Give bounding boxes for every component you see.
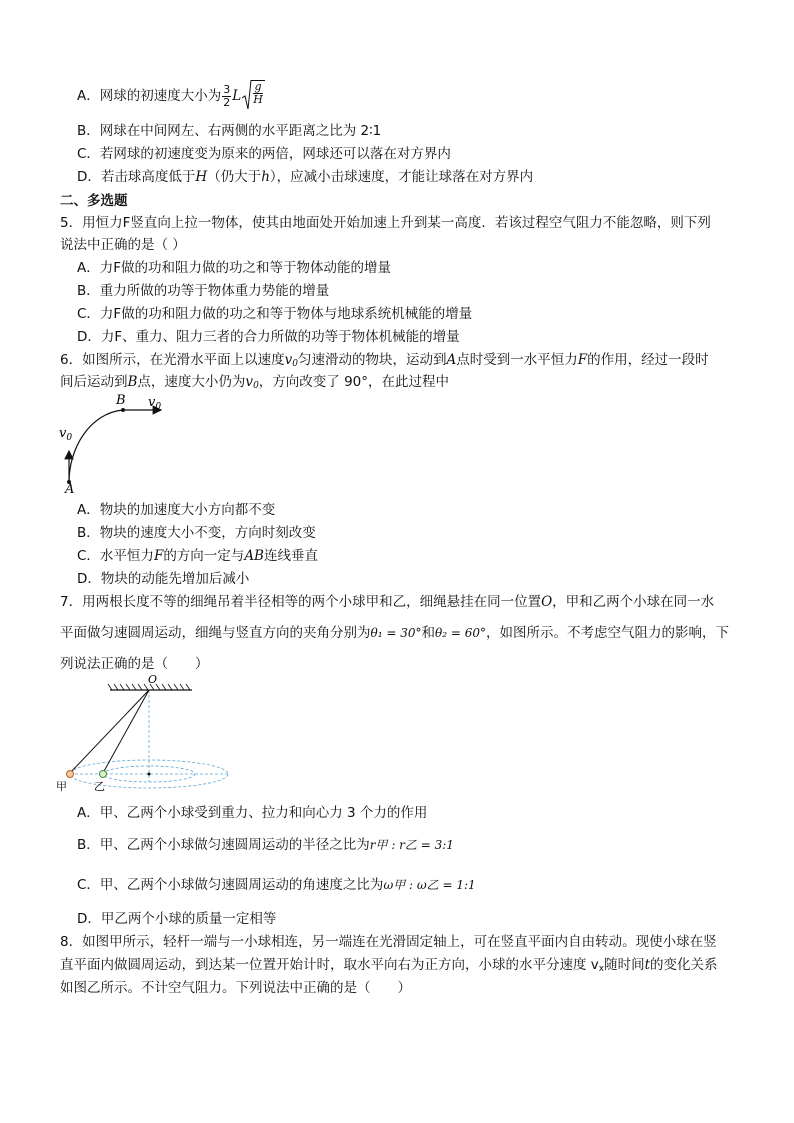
q5-stem-line2: 说法中正确的是（ ） — [60, 237, 186, 253]
q4-option-a: A．网球的初速度大小为 $\frac{3}{2}$ L $\frac{g}{H}$ — [77, 80, 265, 112]
q6-stem-line1: 6．如图所示，在光滑水平面上以速度$v_0$匀速滑动的物块，运动到A点时受到一水平恒力F的作用，经过一段时 — [60, 352, 709, 369]
q7-stem-line1: 7．用两根长度不等的细绳吊着半径相等的两个小球甲和乙，细绳悬挂在同一位置O，甲和乙两个小球在同一水 — [60, 594, 715, 610]
q6-figure — [55, 393, 175, 498]
q5-option-b: B．重力所做的功等于物体重力势能的增量 — [77, 283, 330, 299]
q5-option-c: C．力F做的功和阻力做的功之和等于物体与地球系统机械能的增量 — [77, 306, 473, 322]
q5-option-a: A．力F做的功和阻力做的功之和等于物体动能的增量 — [77, 260, 391, 276]
q8-line3: 如图乙所示。不计空气阻力。下列说法中正确的是（ ） — [60, 980, 411, 996]
q6-option-c: C．水平恒力F的方向一定与AB连线垂直 — [77, 548, 318, 564]
q7-label-yi: 乙 — [94, 780, 105, 793]
q7-center-dot — [148, 773, 151, 776]
q7-label-o: O — [148, 673, 158, 686]
q7-figure — [52, 673, 272, 793]
q7-option-a: A．甲、乙两个小球受到重力、拉力和向心力 3 个力的作用 — [77, 805, 428, 821]
q6-label-a: A — [65, 482, 75, 497]
q6-stem-line2: 间后运动到B点，速度大小仍为$v_0$，方向改变了 90°，在此过程中 — [60, 374, 450, 391]
q4-option-d: D．若击球高度低于H（仍大于h），应减小击球速度，才能让球落在对方界内 — [77, 169, 534, 185]
q5-option-d: D．力F、重力、阻力三者的合力所做的功等于物体机械能的增量 — [77, 329, 460, 345]
section-title: 二、多选题 — [60, 193, 128, 209]
q6-label-b: B — [116, 393, 126, 408]
q6-trajectory-curve — [69, 410, 123, 482]
q6-label-v0-left: $v_0$ — [59, 426, 73, 443]
fraction-3-2: $\frac{3}{2}$ — [223, 82, 231, 109]
q7-option-b: B．甲、乙两个小球做匀速圆周运动的半径之比为r甲 : r乙 = 3:1 — [77, 837, 454, 853]
q7-stem-line2: 平面做匀速圆周运动，细绳与竖直方向的夹角分别为θ₁ = 30°和θ₂ = 60°，如图所示。不考虑空气阻力的影响，下 — [60, 625, 729, 641]
q7-option-d: D．甲乙两个小球的质量一定相等 — [77, 911, 277, 927]
q6-option-b: B．物块的速度大小不变，方向时刻改变 — [77, 525, 316, 541]
q8-line1: 8．如图甲所示，轻杆一端与一小球相连，另一端连在光滑固定轴上，可在竖直平面内自由转动。现使小球在竖 — [60, 934, 717, 950]
q7-label-jia: 甲 — [56, 780, 67, 793]
q7-option-c: C．甲、乙两个小球做匀速圆周运动的角速度之比为ω甲 : ω乙 = 1:1 — [77, 877, 476, 893]
q7-ball-yi — [100, 771, 107, 778]
q6-option-a: A．物块的加速度大小方向都不变 — [77, 502, 276, 518]
q6-point-b — [121, 408, 125, 412]
q7-ball-jia — [67, 771, 74, 778]
q5-stem-line1: 5．用恒力F竖直向上拉一物体，使其由地面处开始加速上升到某一高度．若该过程空气阻力不能忽略，则下列 — [60, 215, 711, 231]
q6-option-d: D．物块的动能先增加后减小 — [77, 571, 250, 587]
q4-option-b: B．网球在中间网左、右两侧的水平距离之比为 2∶1 — [77, 123, 382, 139]
q4-option-c: C．若网球的初速度变为原来的两倍，网球还可以落在对方界内 — [77, 146, 451, 162]
q8-line2: 直平面内做圆周运动，到达某一位置开始计时，取水平向右为正方向，小球的水平分速度 $v_x$随时间t的变化关系 — [60, 957, 718, 974]
q7-stem-line3: 列说法正确的是（ ） — [60, 656, 209, 672]
sqrt-g-over-h: $\frac{g}{H}$ — [242, 80, 265, 112]
q6-label-v0-right: $v_0$ — [148, 395, 162, 412]
